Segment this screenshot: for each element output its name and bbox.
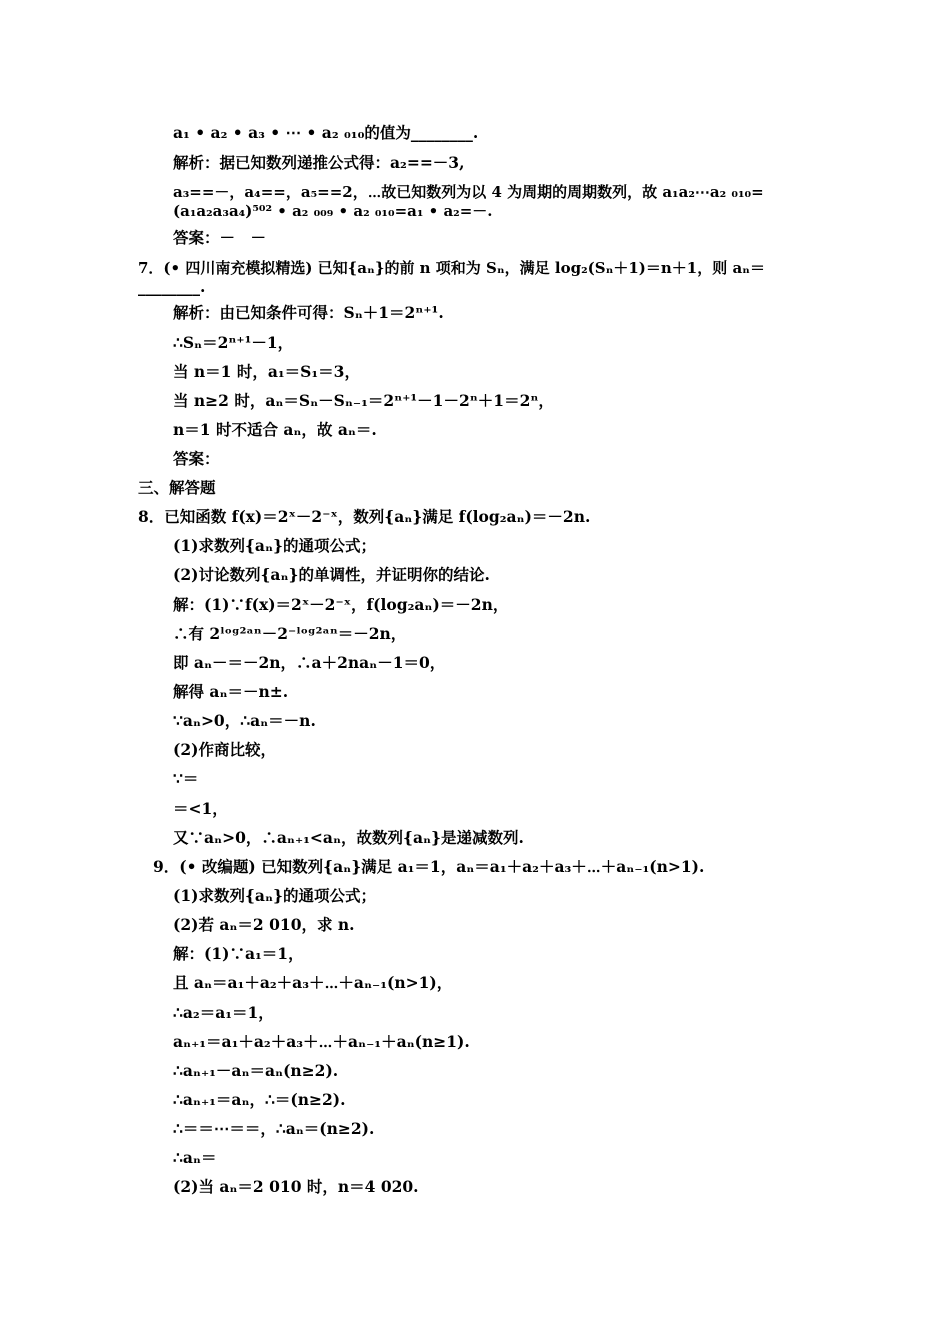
text-line: ∵aₙ>0，∴aₙ＝－n. (173, 711, 316, 730)
text-line: 且 aₙ＝a₁＋a₂＋a₃＋⋯＋aₙ₋₁(n>1)， (173, 973, 453, 992)
text-line: ∴aₙ＝ (173, 1148, 217, 1167)
text-line: 7．(• 四川南充模拟精选) 已知{aₙ}的前 n 项和为 Sₙ，满足 log₂(Sₙ＋1)＝n＋1，则 aₙ＝ (138, 259, 765, 277)
text-line: 当 n≥2 时，aₙ＝Sₙ－Sₙ₋₁＝2ⁿ⁺¹－1－2ⁿ＋1＝2ⁿ， (173, 391, 554, 410)
text-line: 9．(• 改编题) 已知数列{aₙ}满足 a₁＝1，aₙ＝a₁＋a₂＋a₃＋⋯＋aₙ₋₁(n>1). (153, 857, 705, 876)
text-line: (2)当 aₙ＝2 010 时，n＝4 020. (173, 1177, 419, 1196)
text-line: ________. (138, 277, 206, 296)
text-line: 又∵aₙ>0，∴aₙ₊₁<aₙ，故数列{aₙ}是递减数列. (173, 828, 524, 847)
text-line: ∴有 2ˡᵒᵍ²ᵃⁿ－2⁻ˡᵒᵍ²ᵃⁿ＝－2n， (173, 624, 407, 643)
text-line: (a₁a₂a₃a₄)⁵⁰² • a₂ ₀₀₉ • a₂ ₀₁₀=a₁ • a₂=－. (173, 202, 493, 220)
text-line: 解：(1)∵a₁＝1， (173, 944, 304, 963)
text-line: 8．已知函数 f(x)＝2ˣ－2⁻ˣ，数列{aₙ}满足 f(log₂aₙ)＝－2n. (138, 507, 591, 526)
text-line: n＝1 时不适合 aₙ，故 aₙ＝. (173, 420, 377, 439)
text-line: ∴＝＝⋯＝＝，∴aₙ＝(n≥2). (173, 1119, 375, 1138)
text-line: (2)讨论数列{aₙ}的单调性，并证明你的结论. (173, 565, 490, 584)
text-line: a₃==－，a₄==，a₅==2，⋯故已知数列为以 4 为周期的周期数列，故 a₁a₂⋯a₂ ₀₁₀= (173, 183, 764, 201)
text-line: ∵＝ (173, 769, 199, 788)
text-line: 当 n＝1 时，a₁＝S₁＝3， (173, 362, 360, 381)
text-line: ∴a₂＝a₁＝1， (173, 1003, 274, 1022)
text-line: a₁ • a₂ • a₃ • ⋯ • a₂ ₀₁₀的值为________. (173, 123, 479, 142)
text-line: (2)作商比较， (173, 740, 276, 759)
text-line: 解析：由已知条件可得：Sₙ＋1＝2ⁿ⁺¹. (173, 303, 444, 322)
text-line: ＝<1， (173, 799, 228, 818)
text-line: (2)若 aₙ＝2 010，求 n. (173, 915, 355, 934)
text-line: ∴Sₙ＝2ⁿ⁺¹－1， (173, 333, 294, 352)
text-line: 答案：－ － (173, 228, 267, 247)
text-line: 解得 aₙ＝－n±. (173, 682, 289, 701)
text-line: ∴aₙ₊₁－aₙ＝aₙ(n≥2). (173, 1061, 339, 1080)
text-line: aₙ₊₁＝a₁＋a₂＋a₃＋⋯＋aₙ₋₁＋aₙ(n≥1). (173, 1032, 470, 1051)
section-heading: 三、解答题 (138, 478, 216, 497)
text-line: 即 aₙ－＝－2n，∴a＋2naₙ－1＝0， (173, 653, 446, 672)
text-line: 答案： (173, 449, 220, 468)
text-line: ∴aₙ₊₁＝aₙ，∴＝(n≥2). (173, 1090, 346, 1109)
text-line: 解：(1)∵f(x)＝2ˣ－2⁻ˣ，f(log₂aₙ)＝－2n， (173, 595, 509, 614)
text-line: (1)求数列{aₙ}的通项公式； (173, 536, 376, 555)
text-line: (1)求数列{aₙ}的通项公式； (173, 886, 376, 905)
text-line: 解析：据已知数列递推公式得：a₂==－3, (173, 153, 465, 172)
